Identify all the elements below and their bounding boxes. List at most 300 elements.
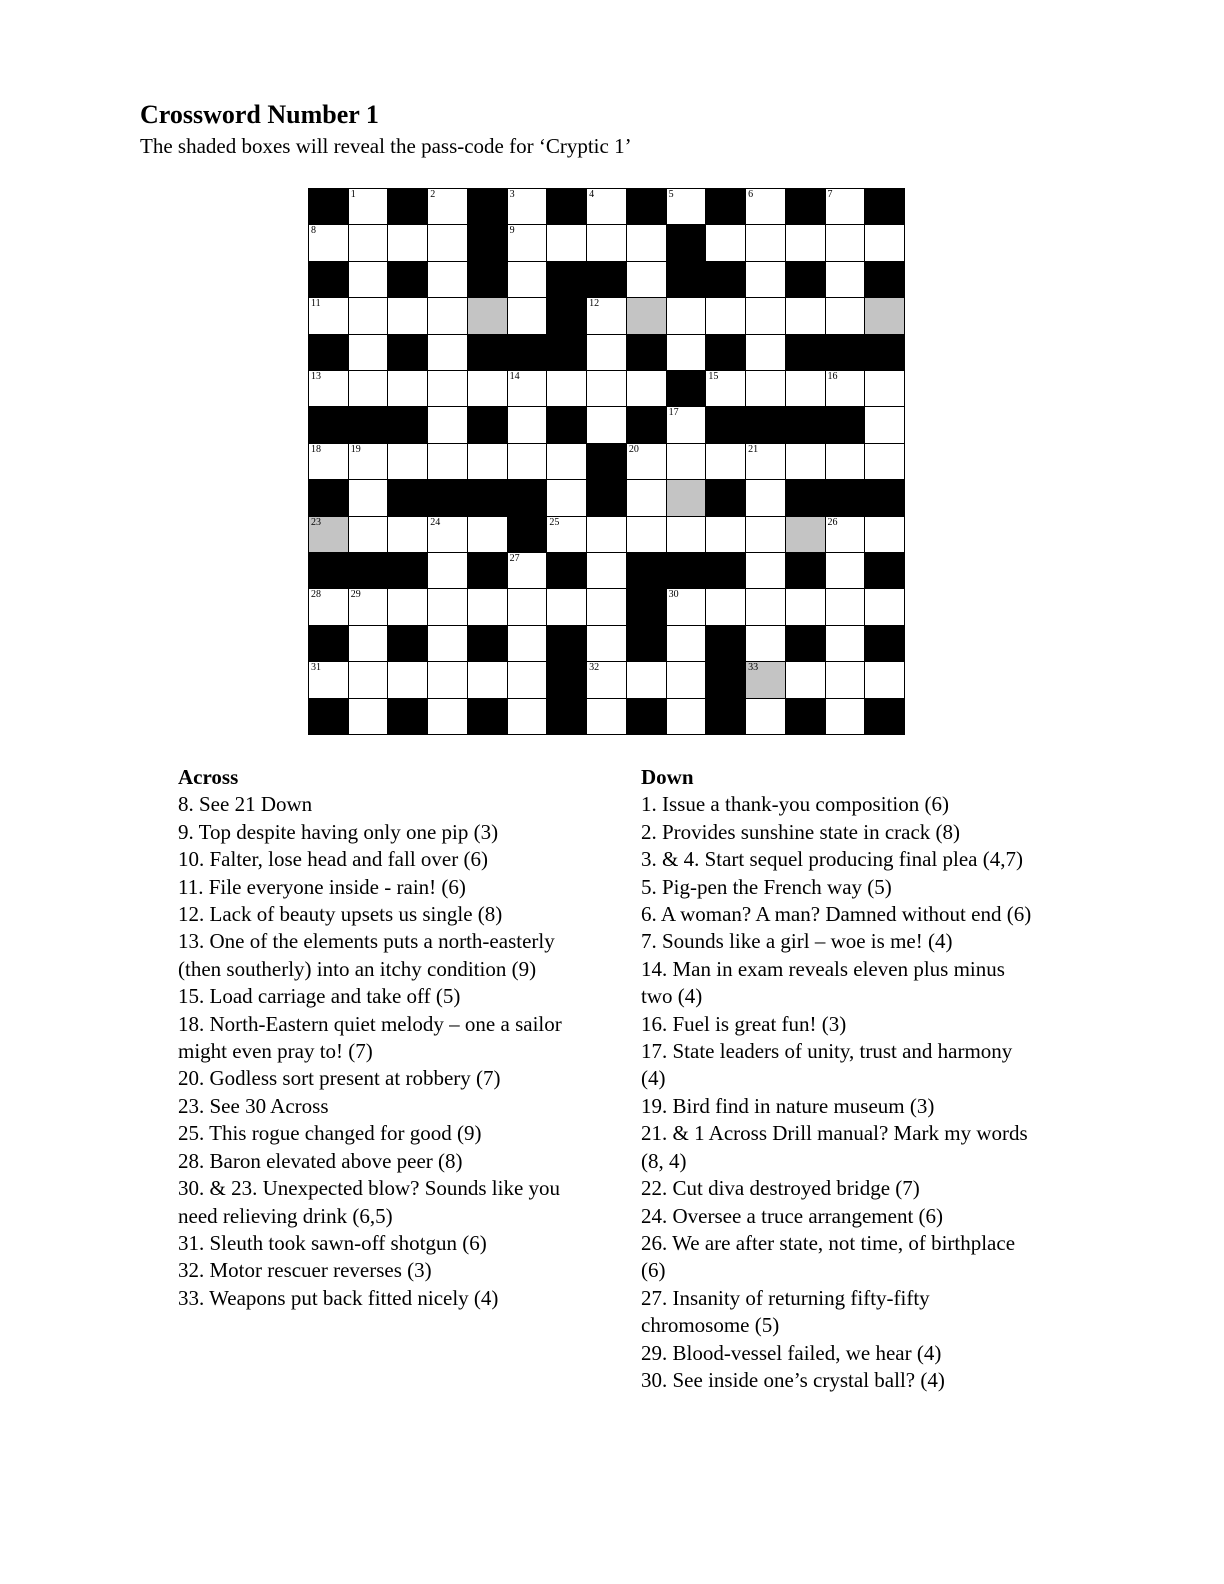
clue-number: 3: [509, 189, 515, 200]
answer-cell[interactable]: [786, 444, 825, 479]
answer-cell[interactable]: [388, 225, 427, 260]
clue-number: 7: [827, 189, 833, 200]
answer-cell[interactable]: [388, 662, 427, 697]
clue-number: 25: [549, 516, 560, 528]
answer-cell[interactable]: [865, 517, 904, 552]
answer-cell[interactable]: [428, 262, 467, 297]
across-clue: 12. Lack of beauty upsets us single (8): [178, 902, 503, 927]
black-square: [865, 480, 904, 515]
answer-cell[interactable]: [706, 444, 745, 479]
clue-number: 24: [430, 516, 441, 528]
black-square: [627, 335, 666, 370]
answer-cell[interactable]: [746, 517, 785, 552]
black-square: [547, 553, 586, 588]
black-square: [627, 626, 666, 661]
answer-cell[interactable]: [547, 517, 586, 552]
shaded-answer-cell[interactable]: [309, 517, 348, 552]
down-clue: 21. & 1 Across Drill manual? Mark my words (8, 4): [641, 1121, 1028, 1173]
shaded-answer-cell[interactable]: [786, 517, 825, 552]
clue-number: 33: [748, 662, 759, 674]
answer-cell[interactable]: [468, 662, 507, 697]
black-square: [468, 335, 507, 370]
black-square: [667, 262, 706, 297]
answer-cell[interactable]: [746, 262, 785, 297]
answer-cell[interactable]: [428, 699, 467, 734]
clue-number: 27: [509, 553, 520, 564]
down-clue: 24. Oversee a truce arrangement (6): [641, 1203, 944, 1228]
clue-number: 17: [668, 407, 679, 419]
black-square: [388, 699, 427, 734]
down-clue: 14. Man in exam reveals eleven plus minus two (4): [641, 956, 1005, 1009]
answer-cell[interactable]: [428, 626, 467, 661]
answer-cell[interactable]: [706, 517, 745, 552]
answer-cell[interactable]: [349, 335, 388, 370]
answer-cell[interactable]: [508, 262, 547, 297]
answer-cell[interactable]: [826, 225, 865, 260]
black-square: [468, 407, 507, 442]
answer-cell[interactable]: [746, 335, 785, 370]
black-square: [388, 335, 427, 370]
black-square: [309, 553, 348, 588]
black-square: [587, 480, 626, 515]
answer-cell[interactable]: [547, 371, 586, 406]
shaded-answer-cell[interactable]: [627, 298, 666, 333]
down-clue: 16. Fuel is great fun! (3): [641, 1011, 847, 1036]
answer-cell[interactable]: [428, 553, 467, 588]
clue-number: 9: [509, 225, 515, 237]
answer-cell[interactable]: [428, 407, 467, 442]
answer-cell[interactable]: [309, 298, 348, 333]
answer-cell[interactable]: [547, 589, 586, 624]
answer-cell[interactable]: [865, 407, 904, 442]
black-square: [786, 262, 825, 297]
answer-cell[interactable]: [746, 480, 785, 515]
black-square: [468, 225, 507, 260]
across-clues-section: [178, 764, 578, 1312]
clue-number: 16: [827, 371, 838, 382]
clue-number: 11: [311, 298, 321, 310]
answer-cell[interactable]: [587, 662, 626, 697]
answer-cell[interactable]: [706, 371, 745, 406]
black-square: [388, 553, 427, 588]
down-clue: 7. Sounds like a girl – woe is me! (4): [641, 929, 953, 954]
black-square: [627, 553, 666, 588]
down-clue: 30. See inside one’s crystal ball? (4): [641, 1367, 945, 1392]
answer-cell[interactable]: [428, 371, 467, 406]
across-clue: 23. See 30 Across: [178, 1093, 329, 1118]
across-clue: 10. Falter, lose head and fall over (6): [178, 847, 488, 872]
black-square: [547, 189, 586, 224]
answer-cell[interactable]: [508, 189, 547, 224]
answer-cell[interactable]: [706, 589, 745, 624]
down-clue: 17. State leaders of unity, trust and harmony (4): [641, 1039, 1013, 1091]
answer-cell[interactable]: [746, 589, 785, 624]
clue-number: 18: [311, 443, 321, 455]
answer-cell[interactable]: [746, 371, 785, 406]
answer-cell[interactable]: [587, 553, 626, 588]
black-square: [309, 699, 348, 734]
answer-cell[interactable]: [826, 262, 865, 297]
answer-cell[interactable]: [746, 626, 785, 661]
clue-number: 4: [589, 189, 595, 200]
black-square: [786, 699, 825, 734]
black-square: [865, 626, 904, 661]
black-square: [428, 480, 467, 515]
black-square: [746, 407, 785, 442]
answer-cell[interactable]: [428, 662, 467, 697]
answer-cell[interactable]: [428, 298, 467, 333]
black-square: [865, 699, 904, 734]
black-square: [508, 517, 547, 552]
answer-cell[interactable]: [865, 225, 904, 260]
answer-cell[interactable]: [587, 589, 626, 624]
down-heading: Down: [641, 765, 694, 789]
black-square: [706, 335, 745, 370]
answer-cell[interactable]: [468, 371, 507, 406]
answer-cell[interactable]: [349, 225, 388, 260]
answer-cell[interactable]: [587, 189, 626, 224]
answer-cell[interactable]: [428, 589, 467, 624]
answer-cell[interactable]: [667, 189, 706, 224]
down-clue: 6. A woman? A man? Damned without end (6): [641, 902, 1032, 927]
answer-cell[interactable]: [349, 298, 388, 333]
answer-cell[interactable]: [667, 444, 706, 479]
answer-cell[interactable]: [468, 589, 507, 624]
answer-cell[interactable]: [826, 553, 865, 588]
answer-cell[interactable]: [826, 371, 865, 406]
shaded-answer-cell[interactable]: [667, 480, 706, 515]
black-square: [667, 553, 706, 588]
answer-cell[interactable]: [428, 189, 467, 224]
answer-cell[interactable]: [826, 189, 865, 224]
answer-cell[interactable]: [587, 225, 626, 260]
answer-cell[interactable]: [468, 517, 507, 552]
black-square: [786, 626, 825, 661]
answer-cell[interactable]: [786, 371, 825, 406]
across-clue: 11. File everyone inside - rain! (6): [178, 874, 466, 899]
answer-cell[interactable]: [627, 262, 666, 297]
black-square: [706, 626, 745, 661]
answer-cell[interactable]: [508, 225, 547, 260]
black-square: [468, 189, 507, 224]
answer-cell[interactable]: [349, 662, 388, 697]
clue-number: 12: [589, 298, 600, 310]
black-square: [865, 189, 904, 224]
answer-cell[interactable]: [508, 298, 547, 333]
answer-cell[interactable]: [786, 298, 825, 333]
answer-cell[interactable]: [826, 662, 865, 697]
answer-cell[interactable]: [388, 371, 427, 406]
answer-cell[interactable]: [706, 298, 745, 333]
answer-cell[interactable]: [349, 699, 388, 734]
clue-number: 32: [589, 662, 600, 674]
answer-cell[interactable]: [349, 189, 388, 224]
black-square: [547, 298, 586, 333]
black-square: [388, 626, 427, 661]
answer-cell[interactable]: [349, 480, 388, 515]
answer-cell[interactable]: [826, 298, 865, 333]
answer-cell[interactable]: [587, 626, 626, 661]
answer-cell[interactable]: [508, 699, 547, 734]
black-square: [309, 189, 348, 224]
answer-cell[interactable]: [746, 444, 785, 479]
answer-cell[interactable]: [667, 626, 706, 661]
answer-cell[interactable]: [349, 589, 388, 624]
black-square: [865, 262, 904, 297]
clue-number: 13: [311, 371, 321, 382]
answer-cell[interactable]: [309, 225, 348, 260]
shaded-answer-cell[interactable]: [746, 662, 785, 697]
across-clue: 33. Weapons put back fitted nicely (4): [178, 1285, 499, 1310]
answer-cell[interactable]: [428, 517, 467, 552]
clue-number: 8: [311, 225, 316, 237]
answer-cell[interactable]: [865, 662, 904, 697]
clue-number: 2: [430, 189, 436, 200]
answer-cell[interactable]: [865, 371, 904, 406]
answer-cell[interactable]: [349, 262, 388, 297]
page-title: Crossword Number 1: [140, 100, 379, 129]
black-square: [587, 444, 626, 479]
black-square: [826, 407, 865, 442]
answer-cell[interactable]: [309, 371, 348, 406]
answer-cell[interactable]: [508, 371, 547, 406]
black-square: [706, 189, 745, 224]
answer-cell[interactable]: [627, 225, 666, 260]
clue-number: 29: [350, 589, 361, 601]
shaded-answer-cell[interactable]: [865, 298, 904, 333]
clue-number: 10: [668, 225, 679, 237]
answer-cell[interactable]: [746, 225, 785, 260]
clue-number: 21: [748, 443, 759, 455]
answer-cell[interactable]: [508, 407, 547, 442]
answer-cell[interactable]: [309, 589, 348, 624]
answer-cell[interactable]: [468, 444, 507, 479]
black-square: [349, 407, 388, 442]
answer-cell[interactable]: [587, 699, 626, 734]
black-square: [826, 335, 865, 370]
black-square: [627, 407, 666, 442]
answer-cell[interactable]: [667, 298, 706, 333]
answer-cell[interactable]: [388, 517, 427, 552]
answer-cell[interactable]: [547, 480, 586, 515]
black-square: [786, 553, 825, 588]
answer-cell[interactable]: [587, 298, 626, 333]
answer-cell[interactable]: [627, 662, 666, 697]
answer-cell[interactable]: [786, 225, 825, 260]
answer-cell[interactable]: [865, 589, 904, 624]
answer-cell[interactable]: [826, 444, 865, 479]
black-square: [547, 335, 586, 370]
answer-cell[interactable]: [309, 662, 348, 697]
black-square: [786, 407, 825, 442]
answer-cell[interactable]: [667, 589, 706, 624]
answer-cell[interactable]: [508, 589, 547, 624]
answer-cell[interactable]: [826, 517, 865, 552]
answer-cell[interactable]: [508, 626, 547, 661]
black-square: [667, 225, 706, 260]
answer-cell[interactable]: [627, 517, 666, 552]
black-square: [309, 262, 348, 297]
answer-cell[interactable]: [706, 225, 745, 260]
black-square: [706, 699, 745, 734]
across-clue: 30. & 23. Unexpected blow? Sounds like you need relieving drink (6,5): [178, 1176, 561, 1228]
answer-cell[interactable]: [826, 626, 865, 661]
answer-cell[interactable]: [349, 626, 388, 661]
black-square: [468, 699, 507, 734]
black-square: [865, 553, 904, 588]
clue-number: 28: [311, 589, 321, 601]
black-square: [547, 626, 586, 661]
answer-cell[interactable]: [786, 662, 825, 697]
across-clue: 18. North-Eastern quiet melody – one a sailor might even pray to! (7): [178, 1011, 562, 1064]
answer-cell[interactable]: [388, 298, 427, 333]
clue-number: 15: [708, 371, 719, 382]
answer-cell[interactable]: [627, 371, 666, 406]
across-clue: 25. This rogue changed for good (9): [178, 1121, 482, 1146]
answer-cell[interactable]: [508, 662, 547, 697]
clue-number: 31: [311, 662, 321, 674]
answer-cell[interactable]: [587, 517, 626, 552]
black-square: [309, 626, 348, 661]
black-square: [468, 262, 507, 297]
black-square: [468, 626, 507, 661]
clue-number: 14: [509, 371, 520, 382]
black-square: [706, 262, 745, 297]
black-square: [786, 335, 825, 370]
black-square: [547, 699, 586, 734]
across-clue: 15. Load carriage and take off (5): [178, 984, 461, 1009]
black-square: [309, 480, 348, 515]
clue-number: 22: [589, 480, 600, 492]
answer-cell[interactable]: [508, 444, 547, 479]
page-subtitle: The shaded boxes will reveal the pass-code for ‘Cryptic 1’: [140, 134, 632, 158]
black-square: [865, 335, 904, 370]
clue-number: 20: [628, 443, 639, 455]
black-square: [388, 189, 427, 224]
clue-number: 19: [350, 443, 361, 455]
across-clue: 28. Baron elevated above peer (8): [178, 1148, 463, 1173]
black-square: [786, 189, 825, 224]
answer-cell[interactable]: [667, 335, 706, 370]
answer-cell[interactable]: [587, 407, 626, 442]
black-square: [468, 553, 507, 588]
black-square: [388, 262, 427, 297]
black-square: [309, 407, 348, 442]
answer-cell[interactable]: [428, 444, 467, 479]
answer-cell[interactable]: [428, 225, 467, 260]
answer-cell[interactable]: [826, 699, 865, 734]
clue-number: 23: [311, 516, 321, 528]
black-square: [627, 699, 666, 734]
black-square: [627, 589, 666, 624]
black-square: [508, 480, 547, 515]
across-clue-list: [178, 791, 578, 1312]
answer-cell[interactable]: [627, 444, 666, 479]
answer-cell[interactable]: [667, 662, 706, 697]
across-heading: Across: [178, 765, 239, 789]
answer-cell[interactable]: [547, 444, 586, 479]
black-square: [508, 335, 547, 370]
answer-cell[interactable]: [786, 589, 825, 624]
black-square: [547, 407, 586, 442]
clue-number: 26: [827, 516, 838, 528]
answer-cell[interactable]: [746, 189, 785, 224]
shaded-answer-cell[interactable]: [468, 298, 507, 333]
down-clue: 19. Bird find in nature museum (3): [641, 1093, 935, 1118]
black-square: [388, 480, 427, 515]
black-square: [706, 480, 745, 515]
answer-cell[interactable]: [349, 517, 388, 552]
answer-cell[interactable]: [865, 444, 904, 479]
across-clue: 13. One of the elements puts a north-easterly (then southerly) into an itchy condition (9): [178, 929, 555, 981]
answer-cell[interactable]: [746, 298, 785, 333]
down-clue: 1. Issue a thank-you composition (6): [641, 792, 949, 817]
clue-number: 5: [668, 189, 674, 200]
black-square: [468, 480, 507, 515]
black-square: [786, 480, 825, 515]
clue-number: 6: [748, 189, 754, 200]
answer-cell[interactable]: [388, 589, 427, 624]
black-square: [547, 662, 586, 697]
answer-cell[interactable]: [746, 553, 785, 588]
across-clue: 8. See 21 Down: [178, 792, 313, 817]
black-square: [706, 662, 745, 697]
answer-cell[interactable]: [746, 699, 785, 734]
answer-cell[interactable]: [667, 517, 706, 552]
down-clues-section: [641, 764, 1041, 1394]
answer-cell[interactable]: [547, 225, 586, 260]
answer-cell[interactable]: [428, 335, 467, 370]
down-clue: 2. Provides sunshine state in crack (8): [641, 819, 961, 844]
black-square: [826, 480, 865, 515]
down-clue: 26. We are after state, not time, of birthplace (6): [641, 1230, 1016, 1283]
black-square: [627, 189, 666, 224]
black-square: [667, 371, 706, 406]
black-square: [388, 407, 427, 442]
down-clue: 27. Insanity of returning fifty-fifty chromosome (5): [641, 1285, 930, 1338]
clue-number: 1: [350, 189, 356, 200]
down-clue: 5. Pig-pen the French way (5): [641, 874, 892, 899]
clue-number: 30: [668, 589, 679, 601]
across-clue: 20. Godless sort present at robbery (7): [178, 1066, 501, 1091]
black-square: [587, 262, 626, 297]
down-clue: 22. Cut diva destroyed bridge (7): [641, 1176, 920, 1201]
answer-cell[interactable]: [508, 553, 547, 588]
crossword-grid: [308, 188, 905, 735]
answer-cell[interactable]: [667, 699, 706, 734]
down-clue: 29. Blood-vessel failed, we hear (4): [641, 1340, 942, 1365]
down-clue-list: [641, 791, 1041, 1394]
answer-cell[interactable]: [826, 589, 865, 624]
answer-cell[interactable]: [587, 335, 626, 370]
black-square: [349, 553, 388, 588]
black-square: [706, 553, 745, 588]
down-clue: 3. & 4. Start sequel producing final plea (4,7): [641, 847, 1023, 872]
answer-cell[interactable]: [587, 371, 626, 406]
across-clue: 31. Sleuth took sawn-off shotgun (6): [178, 1230, 487, 1255]
answer-cell[interactable]: [349, 371, 388, 406]
across-clue: 32. Motor rescuer reverses (3): [178, 1258, 432, 1283]
answer-cell[interactable]: [309, 444, 348, 479]
across-clue: 9. Top despite having only one pip (3): [178, 819, 499, 844]
black-square: [706, 407, 745, 442]
answer-cell[interactable]: [667, 407, 706, 442]
answer-cell[interactable]: [388, 444, 427, 479]
black-square: [547, 262, 586, 297]
answer-cell[interactable]: [349, 444, 388, 479]
answer-cell[interactable]: [627, 480, 666, 515]
black-square: [309, 335, 348, 370]
